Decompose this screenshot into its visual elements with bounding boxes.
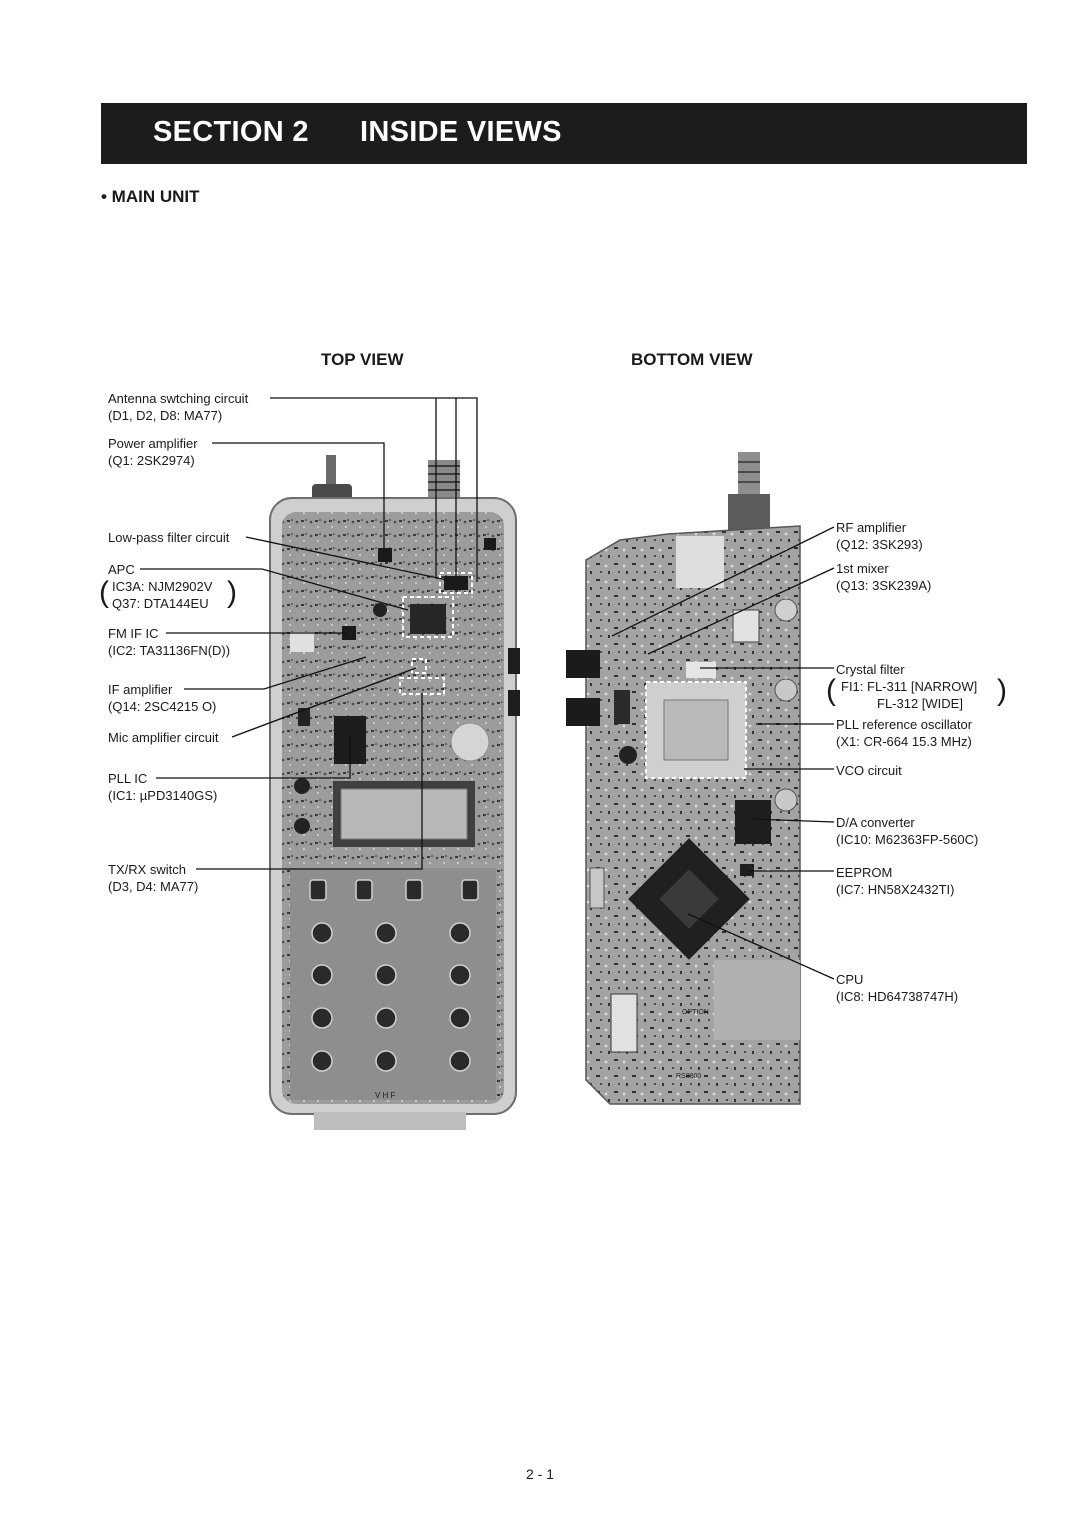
if-amplifier-label: IF amplifier (Q14: 2SC4215 O) (108, 682, 217, 714)
pll-reference-label: PLL reference oscillator (X1: CR-664 15.3 MHz) (836, 717, 973, 749)
tx-rx-switch-label: TX/RX switch (D3, D4: MA77) (108, 862, 199, 894)
section-title: INSIDE VIEWS (360, 116, 562, 148)
ic-marking: RS8800 (676, 1073, 702, 1080)
bottom-view-heading: BOTTOM VIEW (631, 350, 753, 369)
fm-if-ic-label: FM IF IC (IC2: TA31136FN(D)) (108, 626, 231, 658)
eeprom-label: EEPROM (IC7: HN58X2432TI) (836, 865, 955, 897)
power-amplifier-label: Power amplifier (Q1: 2SK2974) (108, 436, 198, 468)
apc-paren-close: ) (227, 576, 237, 609)
crystal-paren-close: ) (997, 674, 1007, 707)
antenna-switching-label: Antenna swtching circuit (D1, D2, D8: MA77) (108, 391, 249, 423)
mic-amplifier-label: Mic amplifier circuit (108, 730, 219, 745)
da-converter-label: D/A converter (IC10: M62363FP-560C) (836, 815, 979, 847)
top-view-heading: TOP VIEW (321, 350, 404, 369)
page-number: 2 - 1 (525, 1466, 554, 1482)
cpu-label: CPU (IC8: HD64738747H) (836, 972, 959, 1004)
option-marking: OPTION (682, 1009, 709, 1016)
crystal-filter-label: Crystal filter FI1: FL-311 [NARROW] FL-312 [WIDE] (836, 662, 978, 711)
bottom-view-photo (566, 452, 800, 1104)
apc-paren-open: ( (99, 576, 109, 609)
first-mixer-label: 1st mixer (Q13: 3SK239A) (836, 561, 932, 593)
lpf-label: Low-pass filter circuit (108, 530, 230, 545)
crystal-paren-open: ( (826, 674, 836, 707)
rf-amplifier-label: RF amplifier (Q12: 3SK293) (836, 520, 923, 552)
apc-label: APC IC3A: NJM2902V Q37: DTA144EU (108, 562, 213, 611)
vco-circuit-label: VCO circuit (836, 763, 902, 778)
subheading: • MAIN UNIT (101, 187, 200, 206)
section-number: SECTION 2 (153, 116, 309, 148)
pll-ic-label: PLL IC (IC1: µPD3140GS) (108, 771, 218, 803)
top-view-photo (270, 455, 520, 1130)
keypad-marking: V H F (375, 1091, 396, 1100)
